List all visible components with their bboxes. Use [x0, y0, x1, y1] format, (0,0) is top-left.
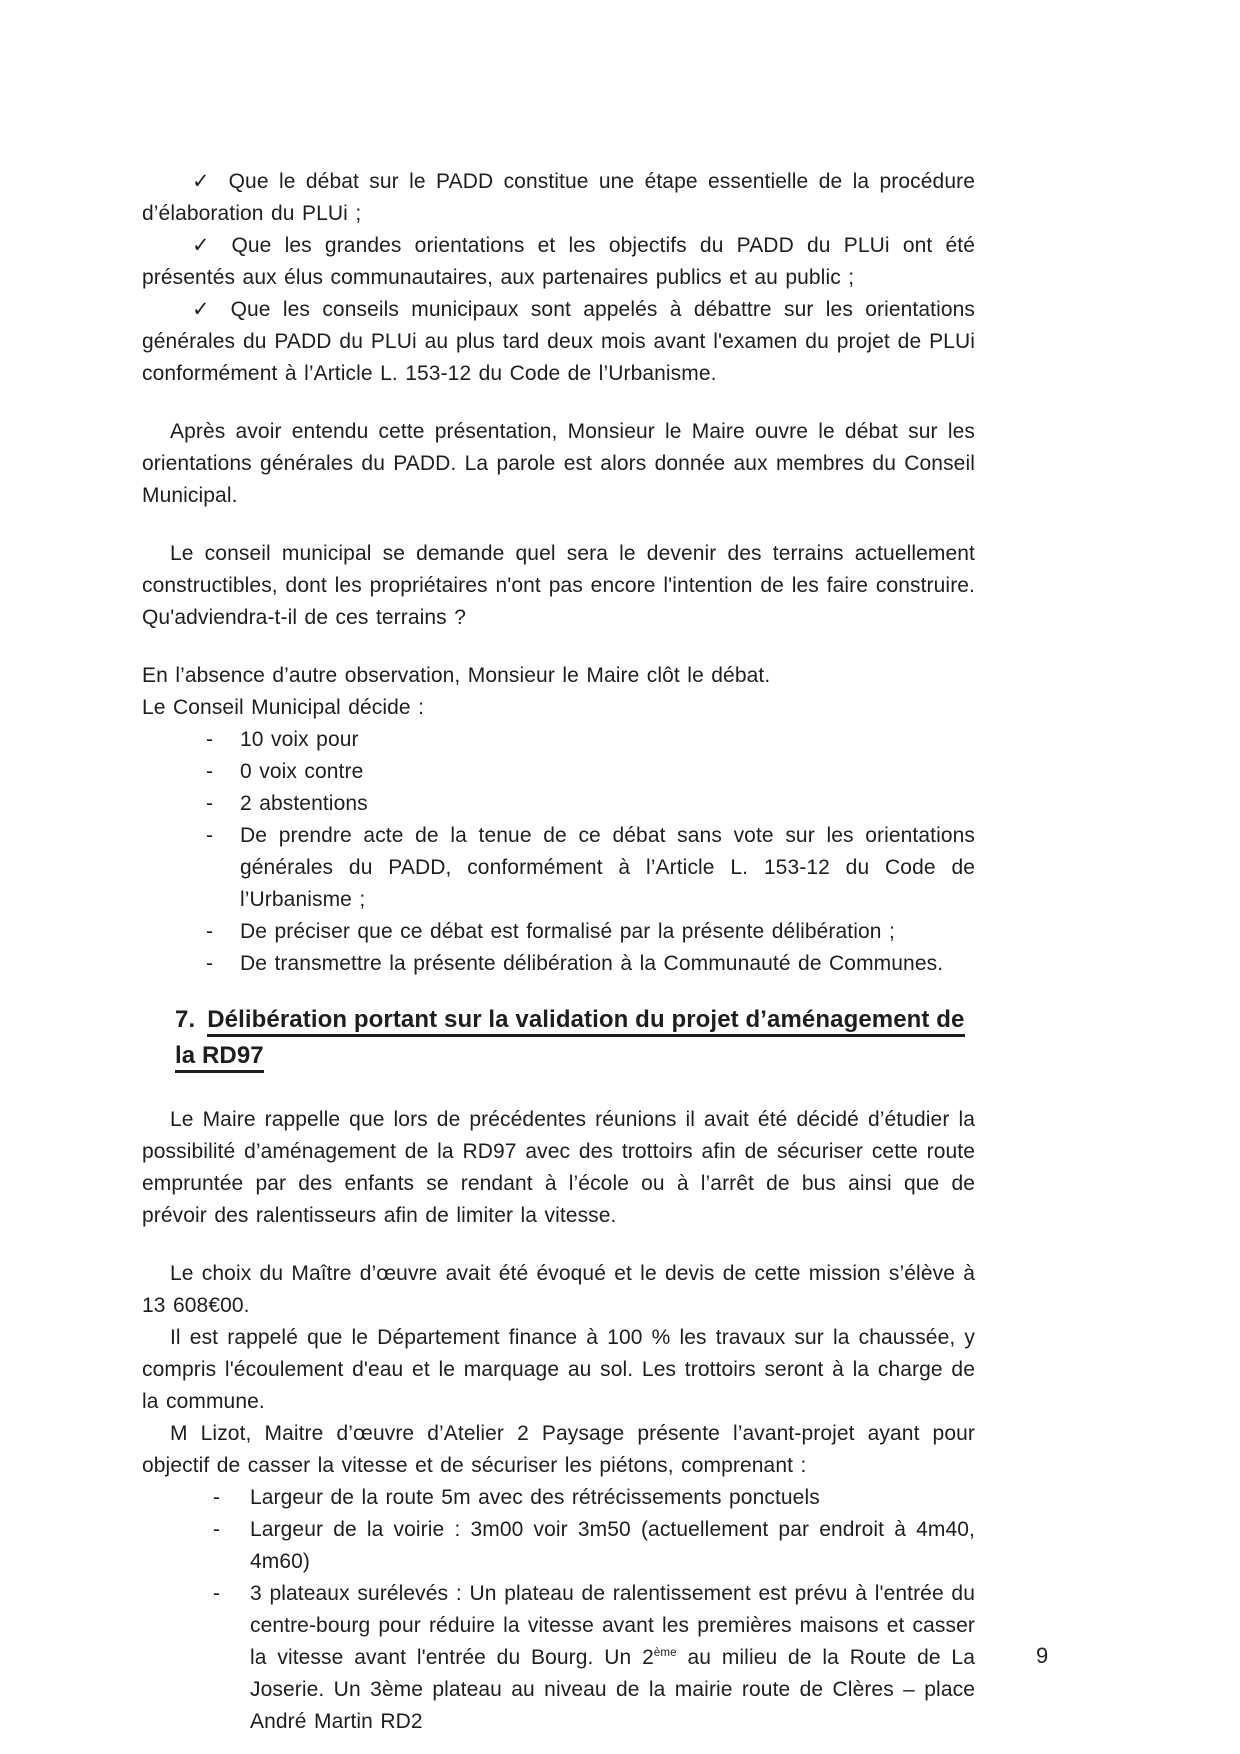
- dash-marker: -: [206, 920, 214, 943]
- section-number: 7.: [175, 1006, 196, 1033]
- decision-item-text: De transmettre la présente délibération à la Communauté de Communes.: [240, 952, 944, 975]
- rd97-feature-item: [213, 1578, 975, 1738]
- check-item-text: Que le débat sur le PADD constitue une étape essentielle de la procédure d’élaboration du PLUi ;: [142, 170, 975, 225]
- vote-list: [142, 724, 975, 820]
- rd97-feature-item: [213, 1482, 975, 1514]
- check-item-text: Que les conseils municipaux sont appelés à débattre sur les orientations générales du PADD du PLUi au plus tard deux mois avant l'examen du projet de PLUi conformément à l’Article L. 153-12 du Code de l’Urbanisme.: [142, 298, 976, 385]
- vote-item: [206, 724, 975, 756]
- paragraph-decision-intro: Le Conseil Municipal décide :: [142, 696, 425, 719]
- check-item: [142, 166, 975, 230]
- decision-item-text: De préciser que ce débat est formalisé par la présente délibération ;: [240, 920, 895, 943]
- page-number: 9: [1036, 1643, 1049, 1668]
- paragraph-choix-moe: Le choix du Maître d’œuvre avait été évoqué et le devis de cette mission s’élève à 13 608€00.: [142, 1262, 975, 1317]
- rd97-item-text: Largeur de la voirie : 3m00 voir 3m50 (actuellement par endroit à 4m40, 4m60): [250, 1518, 975, 1573]
- decision-list: [142, 820, 975, 980]
- dash-marker: -: [206, 760, 214, 783]
- check-item: [142, 230, 975, 294]
- paragraph-debat-ouverture: Après avoir entendu cette présentation, Monsieur le Maire ouvre le débat sur les orientations générales du PADD. La parole est alors donnée aux membres du Conseil Municipal.: [142, 420, 975, 507]
- vote-item: [206, 756, 975, 788]
- rd97-item-text-part: 3 plateaux surélevés : Un plateau de ralentissement est prévu à l'entrée du centre-bourg pour réduire la vitesse avant les premières maisons et casser la vitesse avant l'entrée du Bourg. Un 2: [250, 1582, 975, 1669]
- decision-item: [206, 916, 975, 948]
- dash-marker: -: [206, 792, 214, 815]
- rd97-item-text: Largeur de la route 5m avec des rétrécissements ponctuels: [250, 1486, 820, 1509]
- checkmark-icon: ✓: [192, 234, 216, 257]
- document-content: [142, 166, 975, 1738]
- rd97-feature-list: [142, 1482, 975, 1738]
- check-item-text: Que les grandes orientations et les objectifs du PADD du PLUi ont été présentés aux élus communautaires, aux partenaires publics et au public ;: [142, 234, 975, 289]
- decision-item: [206, 820, 975, 916]
- check-item: [142, 294, 975, 390]
- decision-item: [206, 948, 975, 980]
- checkmark-icon: ✓: [192, 298, 215, 321]
- dash-marker: -: [206, 952, 214, 975]
- dash-marker: -: [213, 1518, 221, 1541]
- decision-item-text: De prendre acte de la tenue de ce débat sans vote sur les orientations générales du PADD, conformément à l’Article L. 153-12 du Code de l’Urbanisme ;: [240, 824, 975, 911]
- paragraph-lizot: M Lizot, Maitre d’œuvre d’Atelier 2 Paysage présente l’avant-projet ayant pour objectif de casser la vitesse et de sécuriser les piétons, comprenant :: [142, 1422, 975, 1477]
- paragraph-cloture-debat: En l’absence d’autre observation, Monsieur le Maire clôt le débat.: [142, 664, 771, 687]
- ordinal-superscript: ème: [653, 1647, 677, 1659]
- rd97-item-text: [250, 1578, 975, 1738]
- vote-item-text: 10 voix pour: [240, 728, 359, 751]
- section-heading: [175, 1002, 975, 1074]
- paragraph-rappel-rd97: Le Maire rappelle que lors de précédentes réunions il avait été décidé d’étudier la possibilité d’aménagement de la RD97 avec des trottoirs afin de sécuriser cette route empruntée par des enfants se rendant à l’école ou à l’arrêt de bus ainsi que de prévoir des ralentisseurs afin de limiter la vitesse.: [142, 1108, 975, 1227]
- rd97-feature-item: [213, 1514, 975, 1578]
- dash-marker: -: [206, 728, 214, 751]
- paragraph-question-terrains: Le conseil municipal se demande quel sera le devenir des terrains actuellement constructibles, dont les propriétaires n'ont pas encore l'intention de les faire construire. Qu'adviendra-t-il de ces terrains ?: [142, 542, 975, 629]
- dash-marker: -: [213, 1582, 221, 1605]
- vote-item-text: 0 voix contre: [240, 760, 364, 783]
- dash-marker: -: [213, 1486, 221, 1509]
- checkmark-icon: ✓: [192, 170, 213, 193]
- vote-item-text: 2 abstentions: [240, 792, 368, 815]
- rd97-item-text-part: au milieu de la Route de La Joserie. Un 3ème plateau au niveau de la mairie route de Clères – place André Martin RD2: [250, 1646, 975, 1733]
- vote-item: [206, 788, 975, 820]
- paragraph-financement: Il est rappelé que le Département finance à 100 % les travaux sur la chaussée, y compris l'écoulement d'eau et le marquage au sol. Les trottoirs seront à la charge de la commune.: [142, 1326, 975, 1413]
- dash-marker: -: [206, 824, 214, 847]
- section-title: Délibération portant sur la validation du projet d’aménagement de la RD97: [175, 1006, 965, 1073]
